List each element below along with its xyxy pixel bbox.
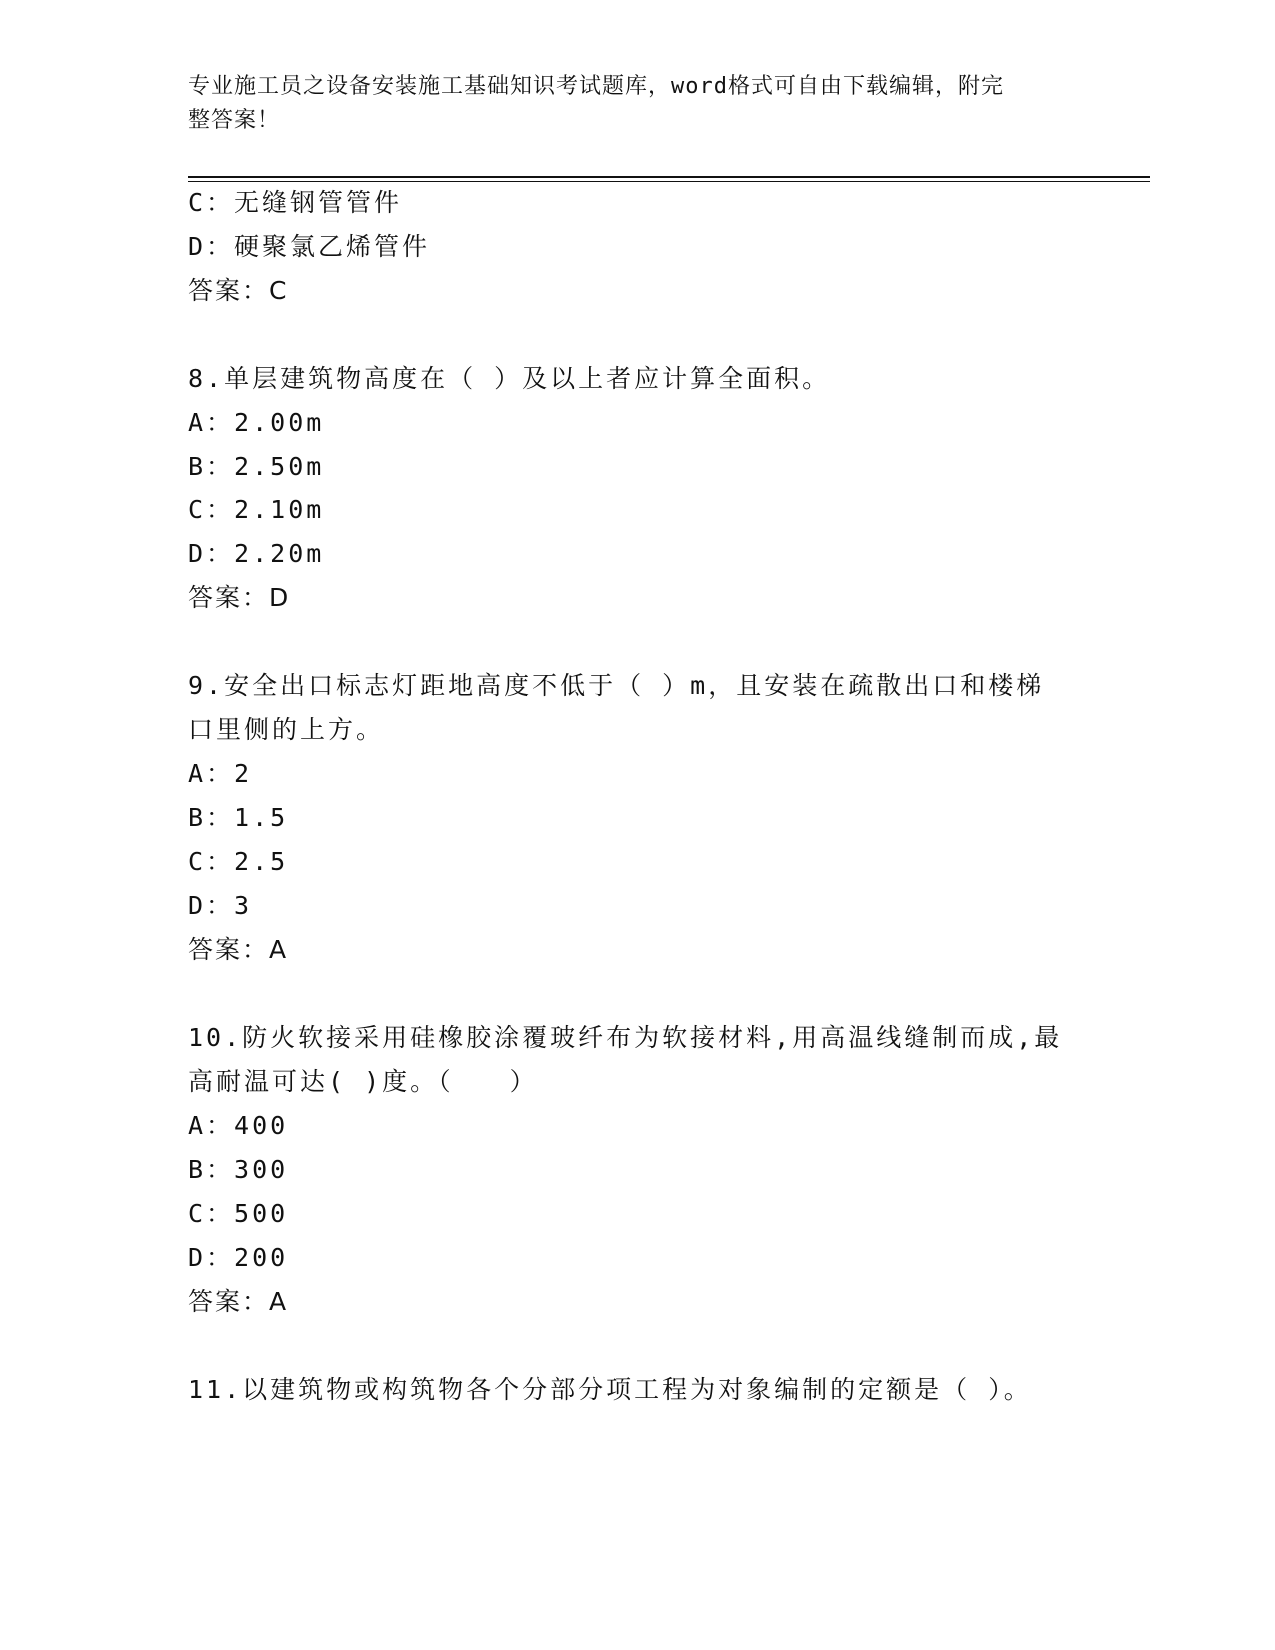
header-divider-thin [188, 181, 1150, 182]
q7-option-c: C：无缝钢管管件 [188, 188, 403, 217]
q10-option-a: A：400 [188, 1111, 289, 1140]
q7-option-d: D：硬聚氯乙烯管件 [188, 232, 431, 261]
q10-option-b: B：300 [188, 1155, 289, 1184]
q10-option-d: D：200 [188, 1243, 289, 1272]
q7-answer: 答案：C [188, 276, 289, 305]
document-header [188, 70, 1068, 138]
q9-answer: 答案：A [188, 935, 289, 964]
q10-option-c: C：500 [188, 1199, 289, 1228]
q9-option-b: B：1.5 [188, 803, 289, 832]
q9-question-line-2: 口里侧的上方。 [188, 715, 385, 744]
q9-option-c: C：2.5 [188, 847, 289, 876]
q8-option-d: D：2.20m [188, 539, 325, 568]
q9-option-d: D：3 [188, 891, 253, 920]
q8-question: 8.单层建筑物高度在（ ）及以上者应计算全面积。 [188, 364, 831, 393]
q8-option-b: B：2.50m [188, 452, 325, 481]
header-line-1: 专业施工员之设备安装施工基础知识考试题库，word格式可自由下载编辑，附完 [188, 74, 1004, 99]
q11-question: 11.以建筑物或构筑物各个分部分项工程为对象编制的定额是（ ）。 [188, 1375, 1032, 1404]
q9-option-a: A：2 [188, 759, 253, 788]
q8-option-c: C：2.10m [188, 495, 325, 524]
q10-question-line-1: 10.防火软接采用硅橡胶涂覆玻纤布为软接材料,用高温线缝制而成,最 [188, 1023, 1063, 1052]
q9-question-line-1: 9.安全出口标志灯距地高度不低于（ ）m，且安装在疏散出口和楼梯 [188, 671, 1045, 700]
header-divider-thick [188, 176, 1150, 178]
q10-question-line-2: 高耐温可达( )度。（ ） [188, 1067, 538, 1096]
header-line-2: 整答案！ [188, 108, 281, 133]
q8-option-a: A：2.00m [188, 408, 325, 437]
q10-answer: 答案：A [188, 1287, 289, 1316]
q8-answer: 答案：D [188, 583, 291, 612]
